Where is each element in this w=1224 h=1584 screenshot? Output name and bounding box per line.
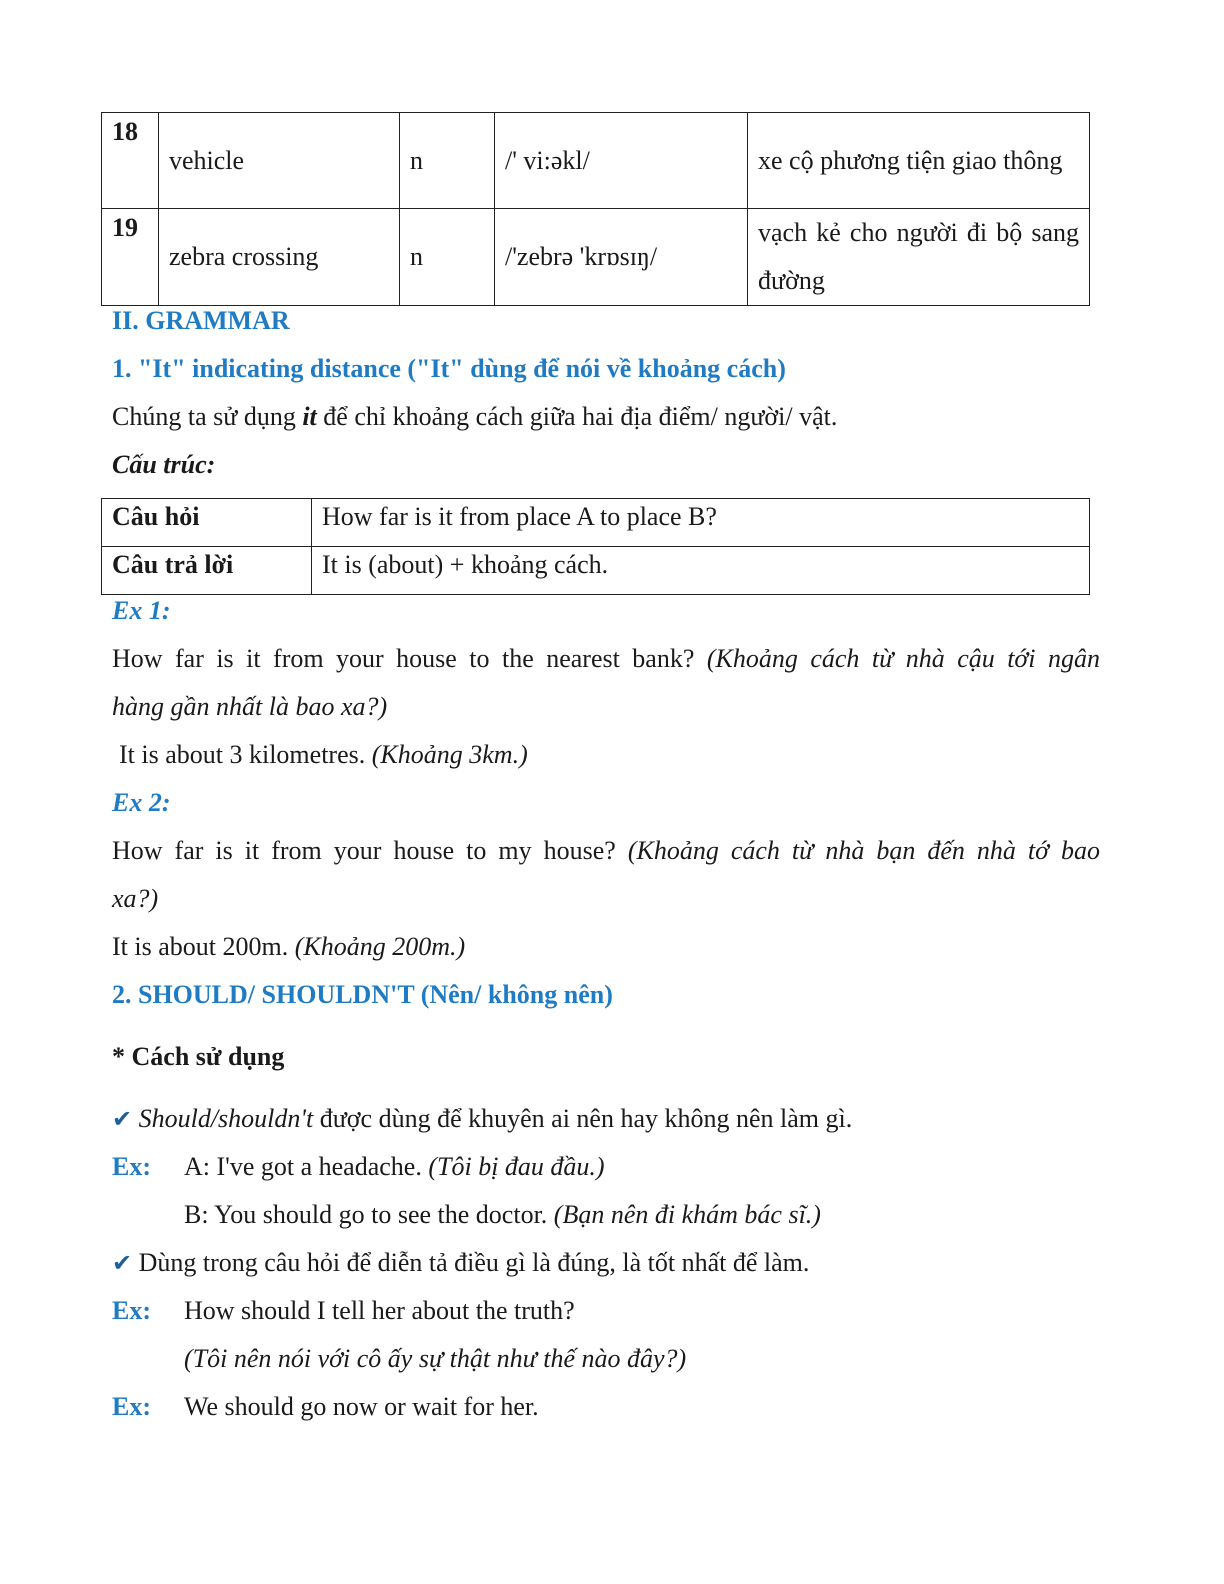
pronunciation: /'zebrə 'krɒsɪŋ/ <box>495 209 748 306</box>
example-question: How should I tell her about the truth? <box>184 1296 575 1325</box>
example-2-label: Ex 2: <box>112 788 171 817</box>
part-of-speech: n <box>400 209 495 306</box>
row-number: 18 <box>102 113 159 209</box>
checkmark-icon: ✔ <box>112 1105 133 1133</box>
example-label: Ex: <box>112 1152 151 1181</box>
table-row <box>102 113 1090 209</box>
structure-label: Cấu trúc: <box>112 450 216 479</box>
example-1-translation: hàng gần nhất là bao xa?) <box>112 692 388 721</box>
translation-text: (Khoảng cách từ nhà bạn đến nhà tớ bao <box>627 836 1101 865</box>
checkmark-icon: ✔ <box>112 1249 133 1277</box>
example-label: Ex: <box>112 1296 151 1325</box>
example-2-translation: xa?) <box>112 884 159 913</box>
example-b <box>184 1200 821 1230</box>
example-a <box>184 1152 605 1182</box>
vocabulary-table <box>101 112 1090 306</box>
point-text: được dùng để khuyên ai nên hay không nên làm gì. <box>313 1104 853 1133</box>
example-text: B: You should go to see the doctor. <box>184 1200 548 1229</box>
translation-text: (Khoảng 3km.) <box>371 740 528 769</box>
translation-text: (Khoảng 200m.) <box>294 932 466 961</box>
structure-label-cell: Câu trả lời <box>102 547 312 595</box>
table-row <box>102 499 1090 547</box>
point-italic-text: Should/shouldn't <box>138 1104 314 1133</box>
structure-value-cell: How far is it from place A to place B? <box>312 499 1090 547</box>
table-row <box>102 209 1090 306</box>
vocab-word: vehicle <box>159 113 400 209</box>
structure-label-cell: Câu hỏi <box>102 499 312 547</box>
vocab-meaning: xe cộ phương tiện giao thông <box>748 113 1090 209</box>
translation-text: (Khoảng cách từ nhà cậu tới ngân <box>706 644 1100 673</box>
translation-text: (Bạn nên đi khám bác sĩ.) <box>553 1200 821 1229</box>
example-2-question <box>112 836 1100 866</box>
question-text: How far is it from your house to the nearest bank? <box>112 644 695 673</box>
grammar-heading: II. GRAMMAR <box>112 306 290 335</box>
example-text: A: I've got a headache. <box>184 1152 422 1181</box>
example-1-question <box>112 644 1100 674</box>
table-row <box>102 547 1090 595</box>
intro-text: Chúng ta sử dụng <box>112 402 303 431</box>
answer-text: It is about 3 kilometres. <box>119 740 366 769</box>
example-1-label: Ex 1: <box>112 596 171 625</box>
usage-point-2 <box>112 1248 809 1278</box>
intro-text: để chỉ khoảng cách giữa hai địa điểm/ người/ vật. <box>316 402 838 431</box>
example-2-answer <box>112 932 465 962</box>
point-text: Dùng trong câu hỏi để diễn tả điều gì là đúng, là tốt nhất để làm. <box>132 1248 810 1277</box>
intro-it: it <box>302 402 317 431</box>
example-label: Ex: <box>112 1392 151 1421</box>
question-text: How far is it from your house to my house? <box>112 836 616 865</box>
section1-intro <box>112 402 837 432</box>
example-sentence: We should go now or wait for her. <box>184 1392 539 1421</box>
pronunciation: /' vi:əkl/ <box>495 113 748 209</box>
structure-value-cell: It is (about) + khoảng cách. <box>312 547 1090 595</box>
translation-text: (Tôi bị đau đầu.) <box>428 1152 605 1181</box>
example-1-answer <box>119 740 528 770</box>
example-translation: (Tôi nên nói với cô ấy sự thật như thế nào đây?) <box>184 1344 687 1373</box>
usage-heading: * Cách sử dụng <box>112 1042 285 1071</box>
usage-point-1 <box>112 1104 852 1134</box>
part-of-speech: n <box>400 113 495 209</box>
section1-title: 1. "It" indicating distance ("It" dùng để nói về khoảng cách) <box>112 354 786 383</box>
answer-text: It is about 200m. <box>112 932 289 961</box>
section2-title: 2. SHOULD/ SHOULDN'T (Nên/ không nên) <box>112 980 613 1009</box>
vocab-meaning: vạch kẻ cho người đi bộ sang đường <box>748 209 1090 306</box>
row-number: 19 <box>102 209 159 306</box>
vocab-word: zebra crossing <box>159 209 400 306</box>
structure-table <box>101 498 1090 595</box>
